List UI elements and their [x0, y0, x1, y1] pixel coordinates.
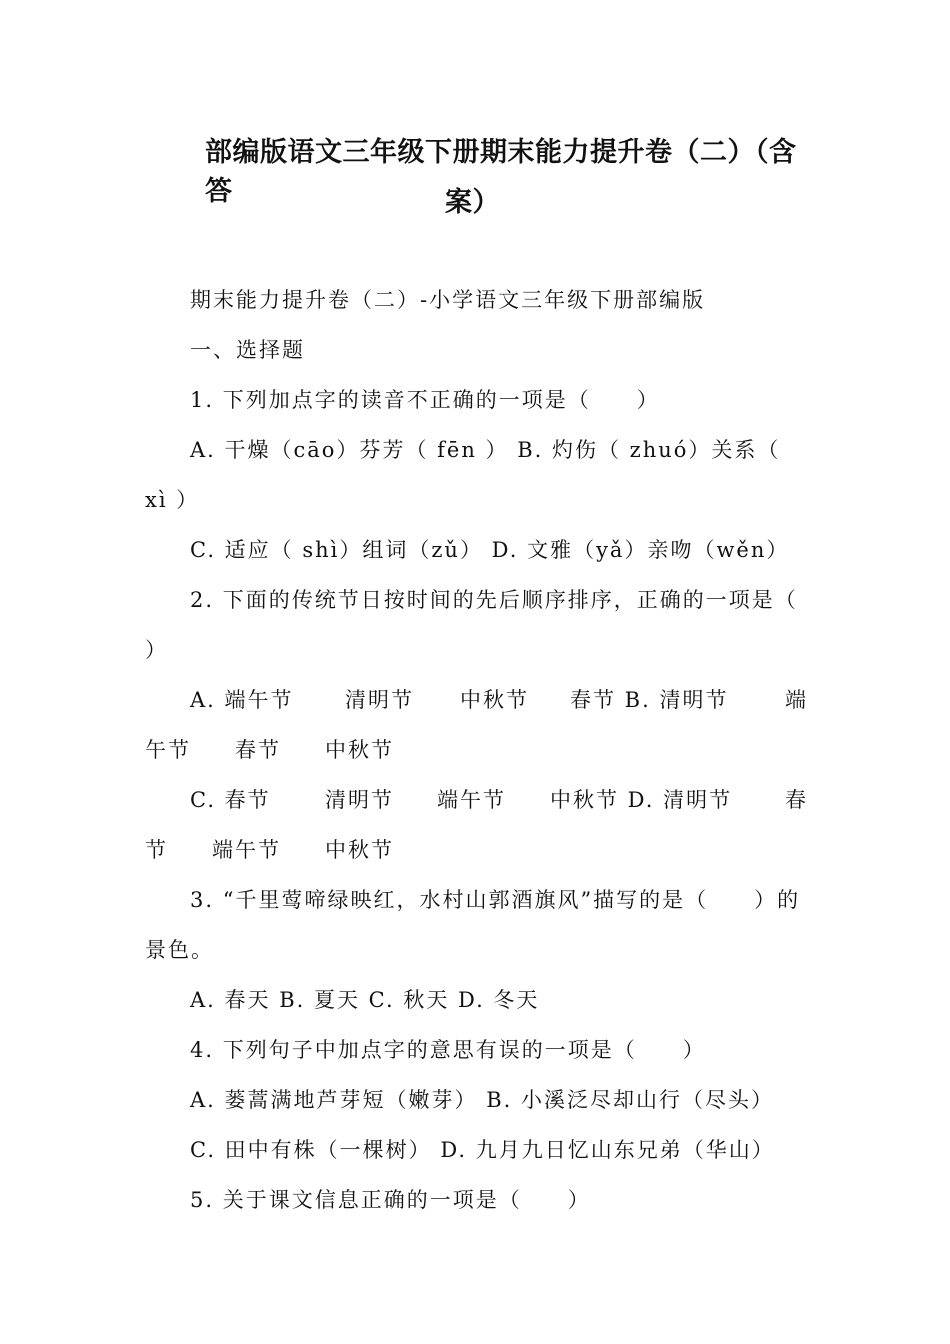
question-2-option-a: A. 端午节 [190, 688, 294, 712]
section-heading: 一、选择题 [190, 338, 305, 362]
question-2-option-c-item: 清明节 [325, 788, 394, 812]
question-2-option-c: C. 春节 [190, 788, 271, 812]
document-title-line-1: 部编版语文三年级下册期末能力提升卷（二）（含答 [205, 137, 797, 207]
question-3-stem-cont: 景色。 [145, 938, 214, 962]
question-2-option-a-item: 中秋节 [460, 688, 529, 712]
question-2-stem: 2. 下面的传统节日按时间的先后顺序排序，正确的一项是（ [190, 588, 798, 612]
question-2-option-d-item: 节 [145, 838, 168, 862]
question-4-stem: 4. 下列句子中加点字的意思有误的一项是（ ） [190, 1038, 706, 1062]
question-2-stem-cont: ） [145, 638, 168, 662]
question-2-option-b-item: 端 [785, 688, 808, 712]
question-1-options-cd: C. 适应（ shì）组词（zǔ） D. 文雅（yǎ）亲吻（wěn） [190, 538, 790, 562]
question-1-options-ab: A. 干燥（cāo）芬芳（ fēn ） B. 灼伤（ zhuó）关系（ [190, 438, 781, 462]
question-2-option-d-item: 春 [785, 788, 808, 812]
question-2-option-d: 中秋节 D. 清明节 [550, 788, 733, 812]
question-1-stem: 1. 下列加点字的读音不正确的一项是（ ） [190, 388, 660, 412]
question-1-options-ab-cont: xì ） [145, 488, 200, 512]
question-2-option-b: 春节 B. 清明节 [570, 688, 729, 712]
question-3-options: A. 春天 B. 夏天 C. 秋天 D. 冬天 [190, 988, 540, 1012]
question-2-option-b-item: 午节 [145, 738, 191, 762]
question-4-options-cd: C. 田中有株（一棵树） D. 九月九日忆山东兄弟（华山） [190, 1138, 775, 1162]
subtitle: 期末能力提升卷（二）-小学语文三年级下册部编版 [190, 288, 706, 312]
question-2-option-b-item: 春节 [235, 738, 281, 762]
question-4-options-ab: A. 蒌蒿满地芦芽短（嫩芽） B. 小溪泛尽却山行（尽头） [190, 1088, 774, 1112]
question-2-option-b-item: 中秋节 [325, 738, 394, 762]
document-title-line-2: 案） [445, 187, 500, 218]
question-2-option-c-item: 端午节 [437, 788, 506, 812]
question-3-stem: 3. “千里莺啼绿映红，水村山郭酒旗风”描写的是（ ）的 [190, 888, 801, 912]
question-2-option-d-item: 中秋节 [325, 838, 394, 862]
question-2-option-d-item: 端午节 [212, 838, 281, 862]
question-5-stem: 5. 关于课文信息正确的一项是（ ） [190, 1188, 591, 1212]
question-2-option-a-item: 清明节 [345, 688, 414, 712]
